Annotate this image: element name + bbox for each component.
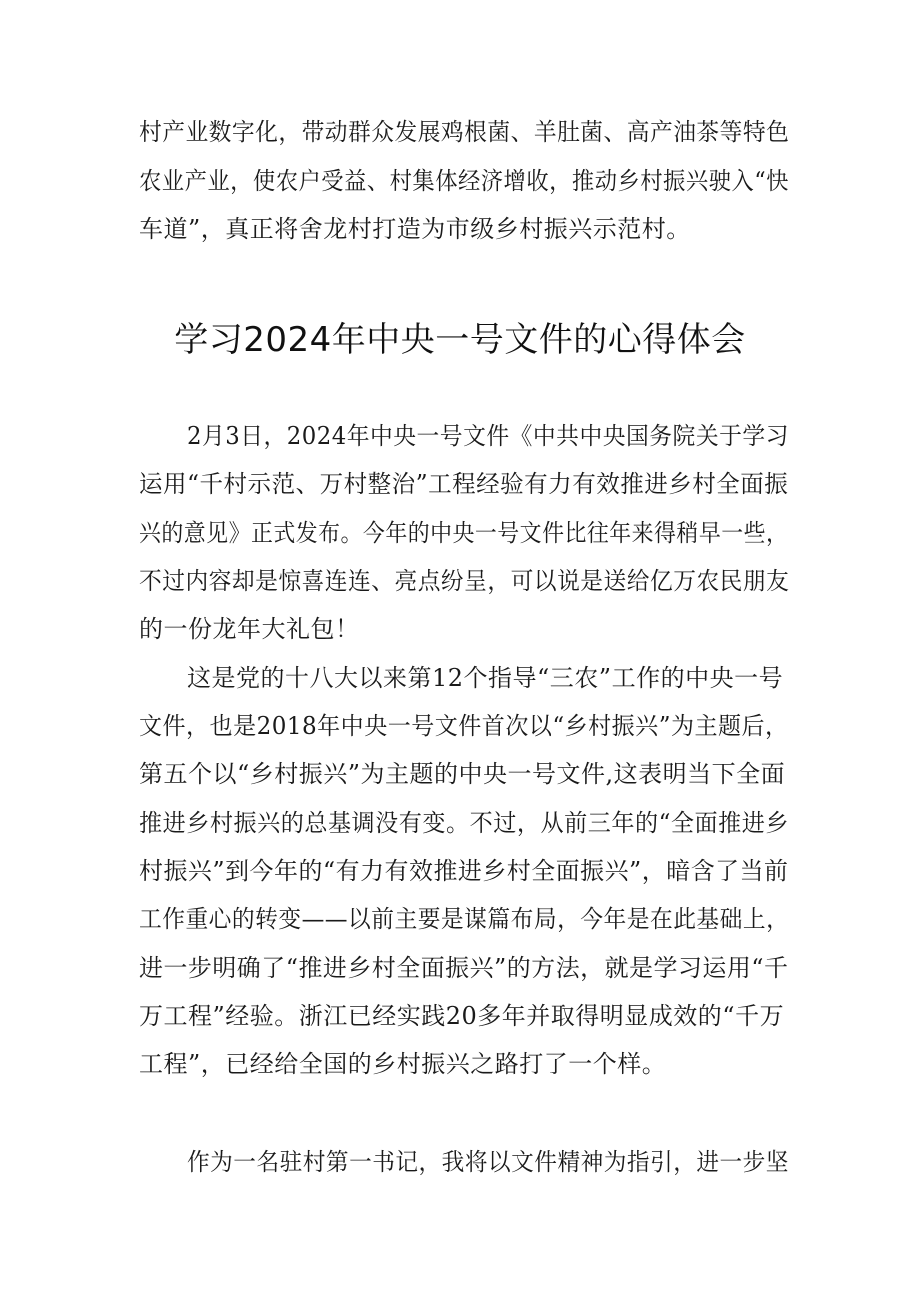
paragraph1-line-5: 的一份龙年大礼包！ bbox=[139, 615, 360, 643]
paragraph1-line-4: 不过内容却是惊喜连连、亮点纷呈，可以说是送给亿万农民朋友 bbox=[139, 567, 790, 595]
paragraph2-line-8: 万工程”经验。浙江已经实践20多年并取得明显成效的“千万 bbox=[139, 1002, 785, 1030]
paragraph2-line-3: 第五个以“乡村振兴”为主题的中央一号文件,这表明当下全面 bbox=[139, 760, 786, 788]
paragraph1-line-2: 运用“千村示范、万村整治”工程经验有力有效推进乡村全面振 bbox=[139, 470, 789, 498]
paragraph2-line-6: 工作重心的转变——以前主要是谋篇布局，今年是在此基础上， bbox=[139, 905, 790, 933]
paragraph2-line-1: 这是党的十八大以来第12个指导“三农”工作的中央一号 bbox=[187, 664, 784, 692]
paragraph1-line-3: 兴的意见》正式发布。今年的中央一号文件比往年来得稍早一些， bbox=[139, 519, 789, 547]
document-title: 学习2024年中央一号文件的心得体会 bbox=[174, 320, 746, 360]
paragraph3-line-1: 作为一名驻村第一书记，我将以文件精神为指引，进一步坚 bbox=[187, 1148, 789, 1176]
paragraph2-line-5: 村振兴”到今年的“有力有效推进乡村全面振兴”，暗含了当前 bbox=[139, 857, 789, 885]
paragraph2-line-7: 进一步明确了“推进乡村全面振兴”的方法，就是学习运用“千 bbox=[139, 954, 789, 982]
intro-line-1: 村产业数字化，带动群众发展鸡根菌、羊肚菌、高产油茶等特色 bbox=[139, 118, 790, 146]
paragraph2-line-2: 文件，也是2018年中央一号文件首次以“乡村振兴”为主题后， bbox=[139, 712, 789, 740]
intro-line-2: 农业产业，使农户受益、村集体经济增收，推动乡村振兴驶入“快 bbox=[139, 167, 789, 195]
paragraph2-line-9: 工程”，已经给全国的乡村振兴之路打了一个样。 bbox=[139, 1050, 667, 1078]
paragraph1-line-1: 2月3日，2024年中央一号文件《中共中央国务院关于学习 bbox=[187, 422, 789, 450]
paragraph2-line-4: 推进乡村振兴的总基调没有变。不过，从前三年的“全面推进乡 bbox=[139, 809, 790, 837]
intro-line-3: 车道”，真正将舍龙村打造为市级乡村振兴示范村。 bbox=[139, 215, 691, 243]
